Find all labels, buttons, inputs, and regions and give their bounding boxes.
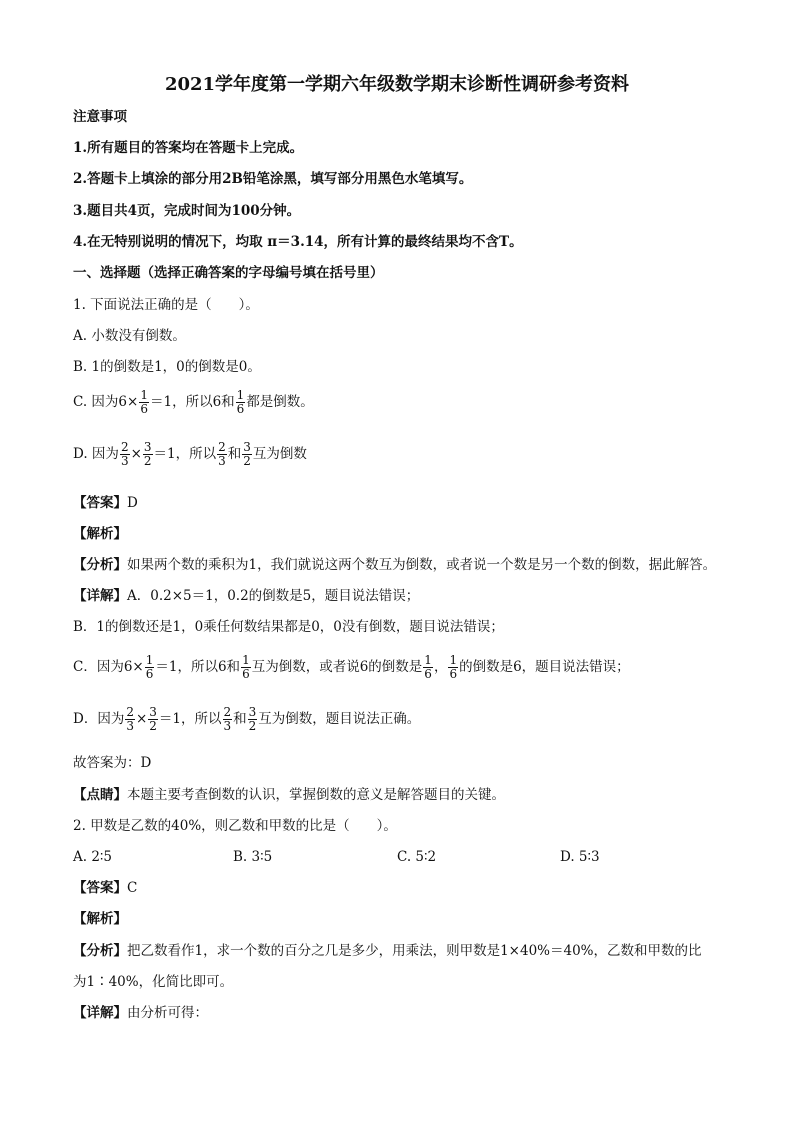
text: 互为倒数，题目说法正确。 [258,711,421,727]
q2-option-d: D. 5∶3 [560,849,600,865]
numerator: 2 [120,440,129,454]
text: 的倒数是6，题目说法错误； [459,659,630,675]
denominator: 6 [140,402,148,416]
text: ＝1，所以6和 [155,659,241,675]
xiangjie-tag: 【详解】 [73,1005,127,1021]
fraction [120,441,130,468]
q1-dianjing [73,786,505,804]
detail-text: A．0.2×5＝1，0.2的倒数是5，题目说法错误； [127,588,420,604]
fraction [143,441,153,468]
text: ＝1，所以 [158,711,222,727]
q1-answer [73,494,138,512]
q2-fenxi-line1 [73,942,702,960]
q2-option-a: A. 2∶5 [73,849,113,865]
q2-stem: 2. 甲数是乙数的40%，则乙数和甲数的比是（ ）。 [73,818,397,834]
fenxi-tag: 【分析】 [73,943,127,959]
fraction [248,706,258,733]
fenxi-tag: 【分析】 [73,557,127,573]
q1-option-c [73,389,314,416]
text: C．因为6× [73,659,144,675]
denominator: 6 [236,402,245,416]
numerator: 3 [143,440,152,454]
q1-option-a: A. 小数没有倒数。 [73,328,186,344]
fraction [139,389,149,416]
fraction [241,654,251,681]
fraction [125,706,135,733]
fraction [148,706,158,733]
text: D. 因为 [73,446,119,462]
xiangjie-text: 由分析可得： [127,1005,208,1021]
text: 互为倒数 [252,446,307,462]
q1-fenxi [73,556,716,574]
text: 和 [227,446,242,462]
q1-detail-d [73,706,420,733]
q1-stem: 1. 下面说法正确的是（ ）。 [73,297,259,313]
page-title: 2021学年度第一学期六年级数学期末诊断性调研参考资料 [164,74,630,95]
denominator: 2 [248,719,257,733]
numerator: 1 [236,388,245,402]
fraction [242,441,252,468]
q1-conclusion: 故答案为：D [73,755,152,771]
notes-heading: 注意事项 [73,109,127,125]
numerator: 1 [242,653,250,667]
fraction [217,441,227,468]
text: 互为倒数，或者说6的倒数是 [251,659,423,675]
numerator: 3 [243,440,251,454]
numerator: 3 [149,705,157,719]
numerator: 1 [140,388,148,402]
denominator: 2 [243,454,251,468]
denominator: 6 [145,667,154,681]
answer-tag: 【答案】 [73,495,127,511]
note-item: 2.答题卡上填涂的部分用2B铅笔涂黑，填写部分用黑色水笔填写。 [73,171,473,187]
numerator: 2 [218,440,226,454]
answer-value: D [127,495,138,511]
fraction [145,654,155,681]
numerator: 1 [145,653,154,667]
fraction [223,706,233,733]
text: C. 因为6× [73,394,139,410]
text: ＝1，所以6和 [149,394,235,410]
numerator: 1 [449,653,458,667]
text: 和 [233,711,247,727]
fenxi-text: 把乙数看作1，求一个数的百分之几是多少，用乘法，则甲数是1×40%＝40%，乙数和甲数的比 [127,943,702,959]
denominator: 6 [242,667,250,681]
q1-option-b: B. 1的倒数是1，0的倒数是0。 [73,359,261,375]
fraction [423,654,433,681]
text: D．因为 [73,711,125,727]
fraction [448,654,458,681]
denominator: 2 [149,719,157,733]
q1-option-d [73,441,307,468]
q2-answer [73,879,137,897]
q1-detail-a [73,587,419,605]
denominator: 2 [143,454,152,468]
denominator: 6 [424,667,432,681]
text: × [130,446,142,462]
numerator: 2 [223,705,232,719]
fraction [236,389,246,416]
text: × [135,711,148,727]
q2-fenxi-line2: 为1∶40%，化简比即可。 [73,974,234,990]
answer-value: C [127,880,138,896]
note-item: 1.所有题目的答案均在答题卡上完成。 [73,140,304,156]
fenxi-text: 如果两个数的乘积为1，我们就说这两个数互为倒数，或者说一个数是另一个数的倒数，据此解答。 [127,557,717,573]
denominator: 3 [218,454,226,468]
q1-analysis-tag: 【解析】 [73,526,127,542]
note-item: 3.题目共4页，完成时间为100分钟。 [73,203,301,219]
text: ＝1，所以 [153,446,217,462]
dianjing-text: 本题主要考查倒数的认识，掌握倒数的意义是解答题目的关键。 [127,787,505,803]
numerator: 3 [248,705,257,719]
q2-xiangjie [73,1004,208,1022]
numerator: 2 [126,705,134,719]
answer-tag: 【答案】 [73,880,127,896]
xiangjie-tag: 【详解】 [73,588,127,604]
denominator: 3 [120,454,129,468]
section-heading: 一、选择题（选择正确答案的字母编号填在括号里） [73,265,384,281]
text: ， [433,659,448,675]
denominator: 6 [449,667,458,681]
note-item: 4.在无特别说明的情况下，均取 π＝3.14，所有计算的最终结果均不含T。 [73,234,523,250]
q1-detail-b: B．1的倒数还是1，0乘任何数结果都是0，0没有倒数，题目说法错误； [73,619,504,635]
q1-detail-c [73,654,630,681]
dianjing-tag: 【点睛】 [73,787,127,803]
denominator: 3 [126,719,134,733]
q2-analysis-tag: 【解析】 [73,911,127,927]
numerator: 1 [424,653,432,667]
q2-option-b: B. 3∶5 [233,849,273,865]
q2-option-c: C. 5∶2 [397,849,437,865]
text: 都是倒数。 [246,394,314,410]
denominator: 3 [223,719,232,733]
